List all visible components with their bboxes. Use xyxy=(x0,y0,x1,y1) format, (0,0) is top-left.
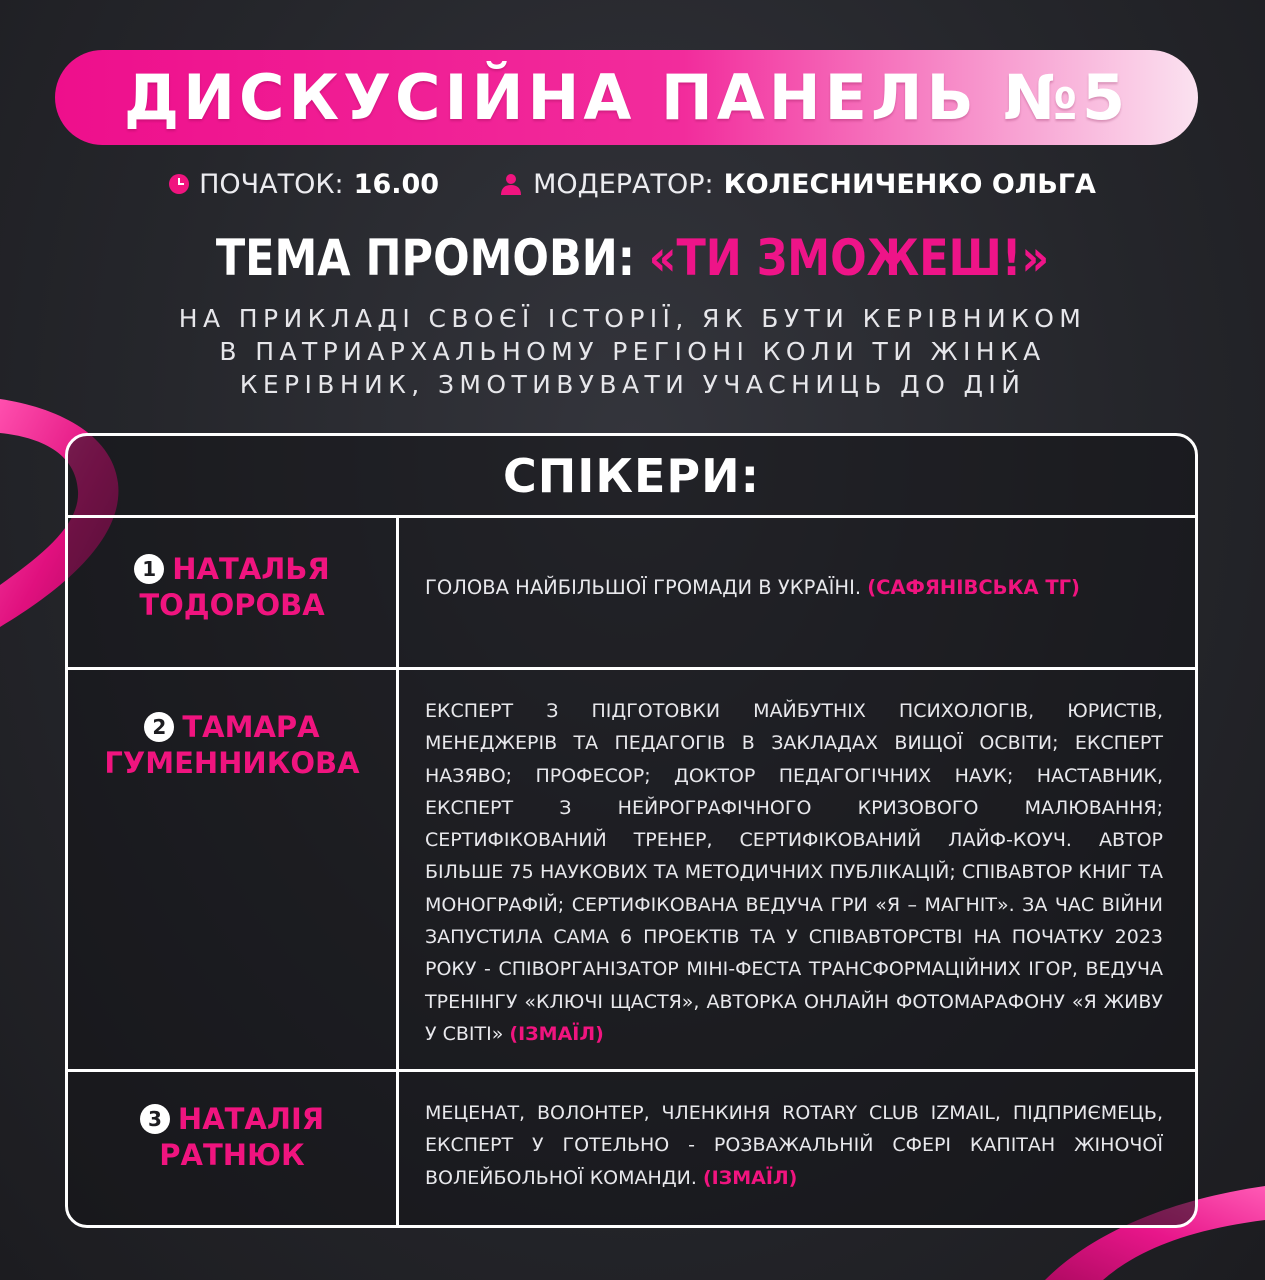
topic-quote: «ТИ ЗМОЖЕШ!» xyxy=(648,229,1050,287)
speaker-number: 2 xyxy=(144,712,174,742)
speaker-last-name: ТОДОРОВА xyxy=(139,588,325,622)
speaker-location: (ІЗМАЇЛ) xyxy=(509,1022,604,1045)
speaker-name xyxy=(68,709,396,781)
moderator-label: МОДЕРАТОР: xyxy=(533,168,714,200)
title-banner xyxy=(55,50,1198,145)
speaker-last-name: РАТНЮК xyxy=(159,1138,305,1172)
speaker-name xyxy=(68,551,396,623)
speaker-role: МЕЦЕНАТ, ВОЛОНТЕР, ЧЛЕНКИНЯ ROTARY CLUB IZMAIL, ПІДПРИЄМЕЦЬ, ЕКСПЕРТ У ГОТЕЛЬНО - РОЗВАЖАЛЬНІЙ СФЕРІ КАПІТАН ЖІНОЧОЇ ВОЛЕЙБОЛЬНОЇ КОМАНДИ. xyxy=(425,1102,1163,1189)
speaker-number: 3 xyxy=(140,1104,170,1134)
start-label: ПОЧАТОК: xyxy=(199,168,344,200)
speaker-number: 1 xyxy=(134,554,164,584)
speaker-first-name: ТАМАРА xyxy=(182,710,320,744)
moderator-value: КОЛЕСНИЧЕНКО ОЛЬГА xyxy=(723,168,1096,200)
start-value: 16.00 xyxy=(353,168,440,200)
speaker-first-name: НАТАЛІЯ xyxy=(177,1102,325,1136)
speaker-description xyxy=(425,572,1163,604)
moderator xyxy=(499,169,1096,200)
topic-description xyxy=(60,302,1205,401)
topic-heading xyxy=(89,222,1177,294)
topic-description-line: В ПАТРИАРХАЛЬНОМУ РЕГІОНІ КОЛИ ТИ ЖІНКА xyxy=(219,337,1046,366)
speakers-heading: СПІКЕРИ: xyxy=(68,436,1195,518)
topic-description-line: НА ПРИКЛАДІ СВОЄЇ ІСТОРІЇ, ЯК БУТИ КЕРІВНИКОМ xyxy=(178,304,1087,333)
row-divider xyxy=(68,1069,1195,1072)
speakers-table xyxy=(65,433,1198,1228)
speaker-first-name: НАТАЛЬЯ xyxy=(172,552,330,586)
row-divider xyxy=(68,667,1195,670)
speaker-location: (ІЗМАЇЛ) xyxy=(702,1166,798,1189)
start-time xyxy=(169,169,439,200)
page-title: ДИСКУСІЙНА ПАНЕЛЬ №5 xyxy=(123,61,1130,134)
speaker-name xyxy=(68,1101,396,1173)
meta-info xyxy=(0,163,1265,205)
speaker-role: ГОЛОВА НАЙБІЛЬШОЇ ГРОМАДИ В УКРАЇНІ. xyxy=(425,576,862,599)
speaker-description xyxy=(425,695,1163,1050)
topic-label: ТЕМА ПРОМОВИ: xyxy=(215,229,635,287)
speaker-location: (САФЯНІВСЬКА ТГ) xyxy=(867,576,1080,599)
topic-description-line: КЕРІВНИК, ЗМОТИВУВАТИ УЧАСНИЦЬ ДО ДІЙ xyxy=(239,370,1026,399)
speaker-last-name: ГУМЕННИКОВА xyxy=(104,746,360,780)
column-divider xyxy=(396,516,399,1228)
clock-icon xyxy=(169,174,189,194)
speaker-role: ЕКСПЕРТ З ПІДГОТОВКИ МАЙБУТНІХ ПСИХОЛОГІВ, ЮРИСТІВ, МЕНЕДЖЕРІВ ТА ПЕДАГОГІВ В ЗАКЛАДАХ ВИЩОЇ ОСВІТИ; ЕКСПЕРТ НАЗЯВО; ПРОФЕСОР; ДОКТОР ПЕДАГОГІЧНИХ НАУК; НАСТАВНИК, ЕКСПЕРТ З НЕЙРОГРАФІЧНОГО КРИЗОВОГО МАЛЮВАННЯ; СЕРТИФІКОВАНИЙ ТРЕНЕР, СЕРТИФІКОВАНИЙ ЛАЙФ-КОУЧ. АВТОР БІЛЬШЕ 75 НАУКОВИХ ТА МЕТОДИЧНИХ ПУБЛІКАЦІЙ; СПІВАВТОР КНИГ ТА МОНОГРАФІЙ; СЕРТИФІКОВАНА ВЕДУЧА ГРИ «Я – МАГНІТ». ЗА ЧАС ВІЙНИ ЗАПУСТИЛА САМА 6 ПРОЕКТІВ ТА У СПІВАВТОРСТВІ НА ПОЧАТКУ 2023 РОКУ - СПІВОРГАНІЗАТОР МІНІ-ФЕСТА ТРАНСФОРМАЦІЙНИХ ІГОР, ВЕДУЧА ТРЕНІНГУ «КЛЮЧІ ЩАСТЯ», АВТОРКА ОНЛАЙН ФОТОМАРАФОНУ «Я ЖИВУ У СВІТІ» xyxy=(425,700,1163,1045)
speaker-description xyxy=(425,1097,1163,1194)
person-icon xyxy=(499,172,523,196)
